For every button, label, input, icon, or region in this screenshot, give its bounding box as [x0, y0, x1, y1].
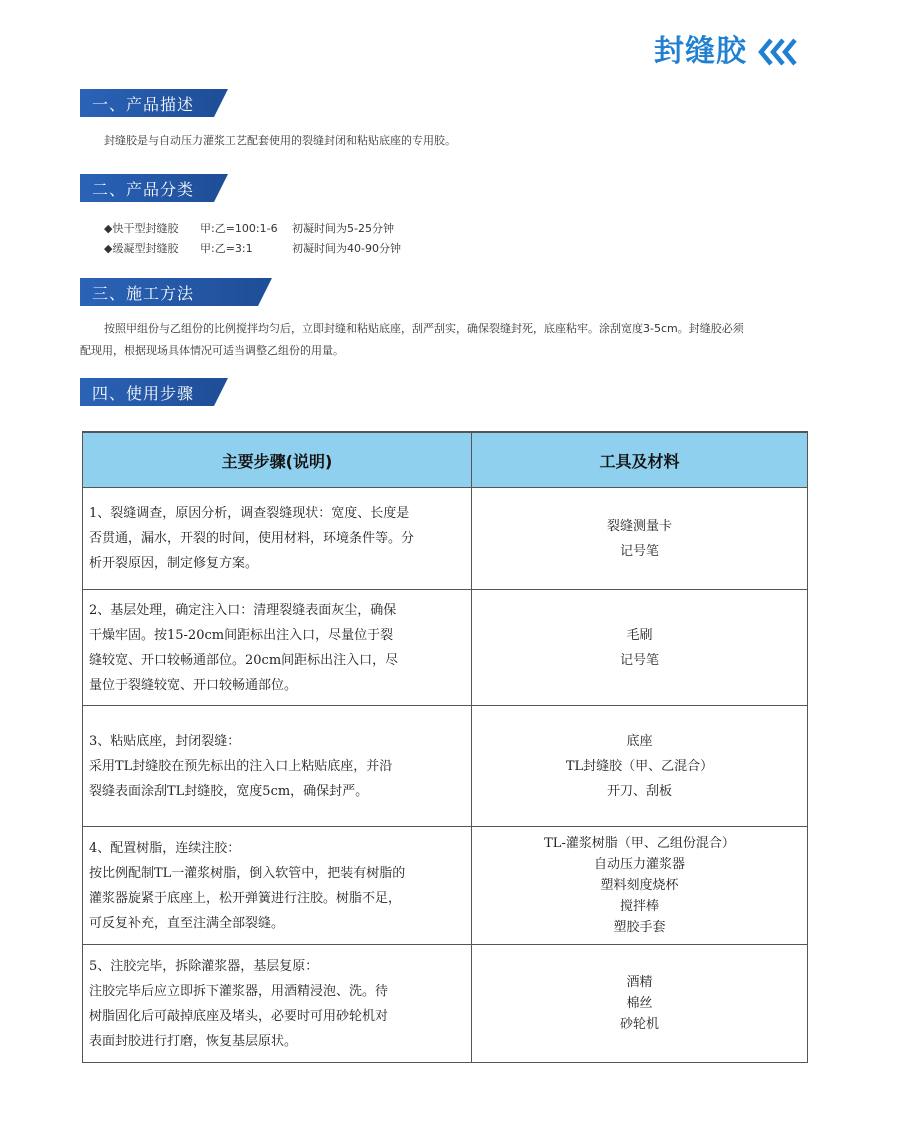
step-line: 析开裂原因，制定修复方案。 — [89, 556, 259, 571]
tool-item: 记号笔 — [619, 652, 659, 668]
step-line: 灌浆器旋紧于底座上，松开弹簧进行注胶。树脂不足， — [89, 890, 402, 906]
section-header-description — [80, 89, 214, 117]
tool-item: 搅拌棒 — [619, 899, 659, 914]
mix-ratio: 甲:乙=3:1 — [200, 242, 253, 255]
tool-item: 塑胶手套 — [613, 920, 666, 935]
tool-item: 棉丝 — [626, 996, 653, 1011]
table-row — [83, 590, 808, 706]
step-line: 缝较宽、开口较畅通部位。20cm间距标出注入口，尽 — [89, 652, 399, 668]
section-title: 二、产品分类 — [92, 179, 195, 199]
table-header-row — [83, 432, 808, 488]
tool-item: 底座 — [626, 733, 653, 749]
method-line: 配现用，根据现场具体情况可适当调整乙组份的用量。 — [80, 344, 344, 357]
product-name: ◆缓凝型封缝胶 — [104, 242, 179, 255]
step-description — [83, 706, 472, 827]
step-description — [83, 945, 472, 1063]
header-tools: 工具及材料 — [472, 432, 808, 488]
step-line: 5、注胶完毕，拆除灌浆器，基层复原： — [89, 958, 319, 974]
section-header-method — [80, 278, 258, 306]
step-line: 树脂固化后可敲掉底座及堵头，必要时可用砂轮机对 — [89, 1008, 389, 1024]
tools-list — [472, 945, 808, 1063]
step-line: 可反复补充，直至注满全部裂缝。 — [89, 915, 285, 931]
table-row — [83, 488, 808, 590]
tool-item: 记号笔 — [619, 543, 659, 559]
section-header-classification — [80, 174, 214, 202]
tool-item: 毛刷 — [626, 627, 653, 643]
step-line: 3、粘贴底座，封闭裂缝： — [89, 733, 241, 749]
section-title: 三、施工方法 — [92, 283, 195, 303]
tool-item: 裂缝测量卡 — [606, 518, 672, 534]
section-title: 一、产品描述 — [92, 94, 195, 114]
tool-item: TL封缝胶（甲、乙混合） — [565, 758, 714, 774]
step-line: 4、配置树脂，连续注胶： — [89, 840, 241, 856]
classification-item — [104, 220, 394, 236]
steps-table — [82, 431, 808, 1063]
step-line: 否贯通，漏水，开裂的时间，使用材料，环境条件等。分 — [89, 531, 415, 546]
header-steps: 主要步骤(说明) — [83, 432, 472, 488]
setting-time: 初凝时间为40-90分钟 — [292, 242, 401, 255]
description-text: 封缝胶是与自动压力灌浆工艺配套使用的裂缝封闭和粘贴底座的专用胶。 — [104, 134, 456, 147]
table-row — [83, 945, 808, 1063]
section-title: 四、使用步骤 — [92, 383, 195, 403]
step-line: 2、基层处理，确定注入口：清理裂缝表面灰尘，确保 — [89, 602, 397, 618]
table-row — [83, 827, 808, 945]
method-line: 按照甲组份与乙组份的比例搅拌均匀后，立即封缝和粘贴底座，刮严刮实，确保裂缝封死，底座粘牢。涂刮宽度3-5cm。封缝胶必须 — [104, 322, 744, 335]
classification-item — [104, 240, 401, 256]
step-line: 裂缝表面涂刮TL封缝胶，宽度5cm，确保封严。 — [89, 783, 369, 799]
step-line: 量位于裂缝较宽、开口较畅通部位。 — [89, 677, 298, 693]
tool-item: 塑料刻度烧杯 — [600, 878, 679, 893]
tools-list — [472, 488, 808, 590]
tool-item: 自动压力灌浆器 — [593, 857, 685, 872]
table-row — [83, 706, 808, 827]
tools-list — [472, 827, 808, 945]
brand-header — [654, 34, 801, 70]
product-name: ◆快干型封缝胶 — [104, 222, 179, 235]
mix-ratio: 甲:乙=100:1-6 — [200, 222, 278, 235]
step-description — [83, 827, 472, 945]
method-text — [80, 318, 744, 362]
tools-list — [472, 706, 808, 827]
tool-item: 酒精 — [626, 975, 653, 990]
step-line: 表面封胶进行打磨，恢复基层原状。 — [89, 1033, 298, 1049]
step-description — [83, 488, 472, 590]
tool-item: 开刀、刮板 — [606, 783, 672, 799]
section-header-steps — [80, 378, 214, 406]
brand-title: 封缝胶 — [654, 34, 747, 69]
step-line: 按比例配制TL一灌浆树脂，倒入软管中，把装有树脂的 — [89, 865, 406, 881]
tool-item: TL-灌浆树脂（甲、乙组份混合） — [544, 836, 735, 851]
triple-chevron-left-icon — [757, 37, 801, 67]
step-line: 采用TL封缝胶在预先标出的注入口上粘贴底座，并沿 — [89, 758, 393, 774]
tool-item: 砂轮机 — [619, 1017, 659, 1032]
tools-list — [472, 590, 808, 706]
step-description — [83, 590, 472, 706]
step-line: 1、裂缝调查，原因分析，调查裂缝现状：宽度、长度是 — [89, 506, 410, 521]
setting-time: 初凝时间为5-25分钟 — [292, 222, 394, 235]
step-line: 干燥牢固。按15-20cm间距标出注入口，尽量位于裂 — [89, 627, 394, 643]
step-line: 注胶完毕后应立即拆下灌浆器，用酒精浸泡、洗。待 — [89, 983, 389, 999]
